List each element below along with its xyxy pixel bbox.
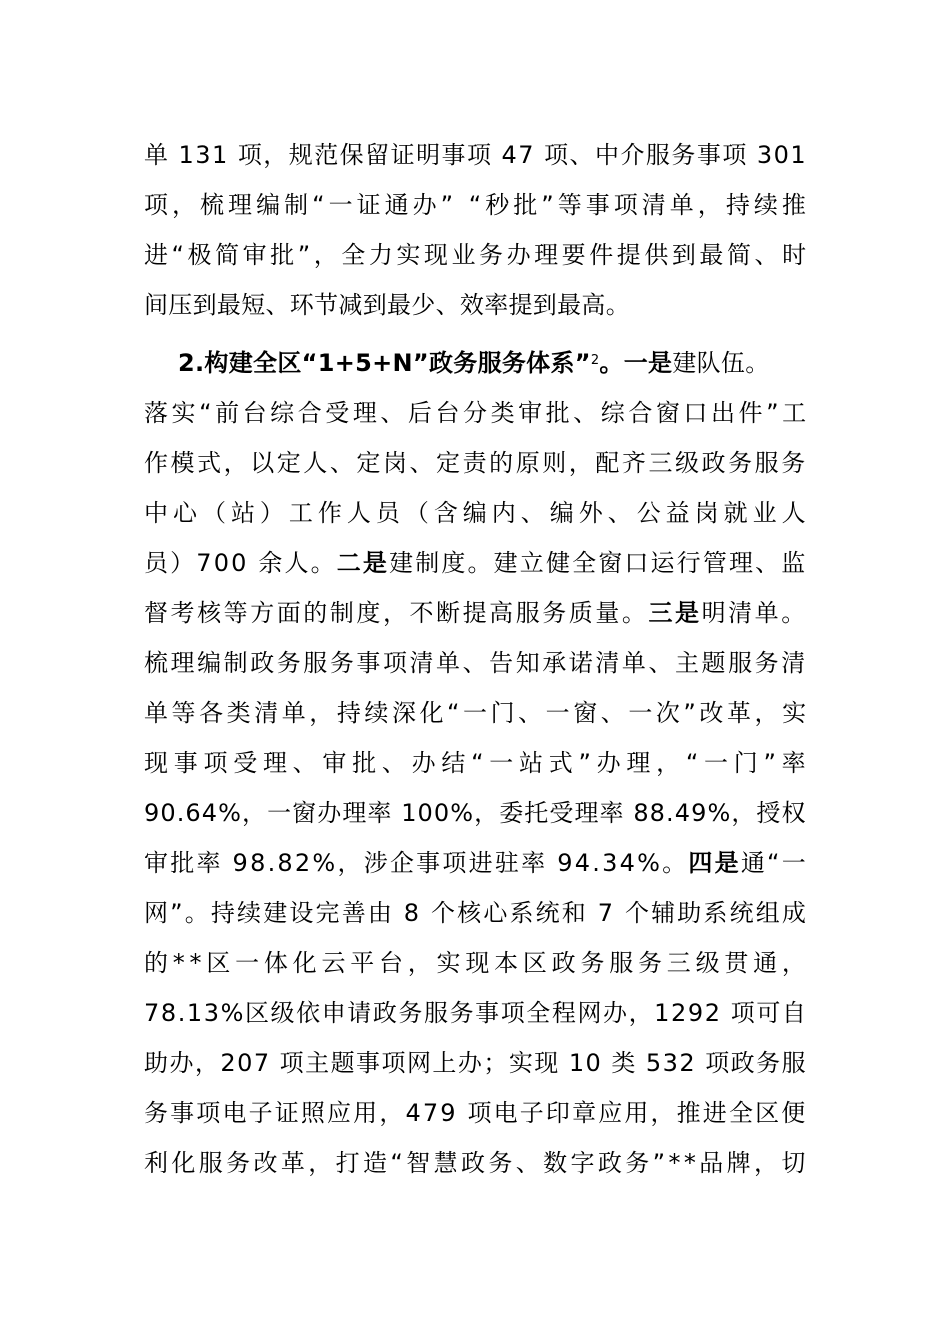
text-run: 作模式，以定人、定岗、定责的原则，配齐三级政务服务 xyxy=(144,449,808,477)
paragraph-line xyxy=(144,1148,809,1178)
text-run: 落实“前台综合受理、后台分类审批、综合窗口出件”工 xyxy=(144,399,810,427)
text-run: 单 131 项，规范保留证明事项 47 项、中介服务事项 301 xyxy=(144,141,808,169)
text-run: 进“极简审批”，全力实现业务办理要件提供到最简、时 xyxy=(144,241,810,269)
text-run: 督考核等方面的制度，不断提高服务质量。 xyxy=(144,599,649,627)
paragraph-line xyxy=(144,948,811,978)
paragraph-line xyxy=(144,1098,807,1128)
paragraph-line xyxy=(144,598,808,628)
text-run: 中心（站）工作人员（含编内、编外、公益岗就业人 xyxy=(144,499,811,527)
paragraph-line xyxy=(144,798,807,828)
section-heading-line xyxy=(178,348,770,378)
text-run: 的**区一体化云平台，实现本区政务服务三级贯通， xyxy=(144,949,811,977)
paragraph-line xyxy=(144,140,807,170)
text-run: 现事项受理、审批、办结“一站式”办理，“一门”率 xyxy=(144,749,812,777)
text-run: 建队伍。 xyxy=(672,349,770,377)
text-run: 助办，207 项主题事项网上办；实现 10 类 532 项政务服 xyxy=(144,1049,808,1077)
text-run: 务事项电子证照应用，479 项电子印章应用，推进全区便 xyxy=(144,1099,808,1127)
paragraph-line xyxy=(144,648,808,678)
paragraph-line xyxy=(144,240,810,270)
text-run: 网”。持续建设完善由 8 个核心系统和 7 个辅助系统组成 xyxy=(144,899,809,927)
text-run: 利化服务改革，打造“智慧政务、数字政务”**品牌，切 xyxy=(144,1149,809,1177)
paragraph-line xyxy=(144,898,808,928)
text-run: 建制度。建立健全窗口运行管理、监 xyxy=(389,549,808,577)
bold-text: 二是 xyxy=(336,549,390,577)
text-run: 单等各类清单，持续深化“一门、一窗、一次”改革，实 xyxy=(144,699,810,727)
paragraph-line xyxy=(144,1048,807,1078)
text-run: 项，梳理编制“一证通办” “秒批”等事项清单，持续推 xyxy=(144,191,810,219)
text-run: 间压到最短、环节减到最少、效率提到最高。 xyxy=(144,291,630,319)
bold-text: 三是 xyxy=(648,599,702,627)
text-run: 78.13%区级依申请政务服务事项全程网办，1292 项可自 xyxy=(144,999,808,1027)
bold-text: 四是 xyxy=(688,849,741,877)
bold-text: 。一是 xyxy=(599,349,673,377)
paragraph-line xyxy=(144,698,810,728)
bold-text: 2.构建全区“1+5+N”政务服务体系” xyxy=(178,349,591,377)
text-run: 明清单。 xyxy=(701,599,808,627)
text-run: 90.64%，一窗办理率 100%，委托受理率 88.49%，授权 xyxy=(144,799,807,827)
footnote-marker: 2 xyxy=(590,353,600,368)
text-run: 审批率 98.82%，涉企事项进驻率 94.34%。 xyxy=(144,849,689,877)
text-run: 梳理编制政务服务事项清单、告知承诺清单、主题服务清 xyxy=(144,649,808,677)
paragraph-line xyxy=(144,190,810,220)
paragraph-line xyxy=(144,998,808,1028)
text-run: 通“一 xyxy=(740,849,808,877)
paragraph-line xyxy=(144,290,630,320)
paragraph-line xyxy=(144,848,808,878)
paragraph-line xyxy=(144,448,808,478)
paragraph-line xyxy=(144,548,807,578)
paragraph-line xyxy=(144,498,811,528)
paragraph-line xyxy=(144,748,811,778)
text-run: 员）700 余人。 xyxy=(144,549,337,577)
paragraph-line xyxy=(144,398,810,428)
